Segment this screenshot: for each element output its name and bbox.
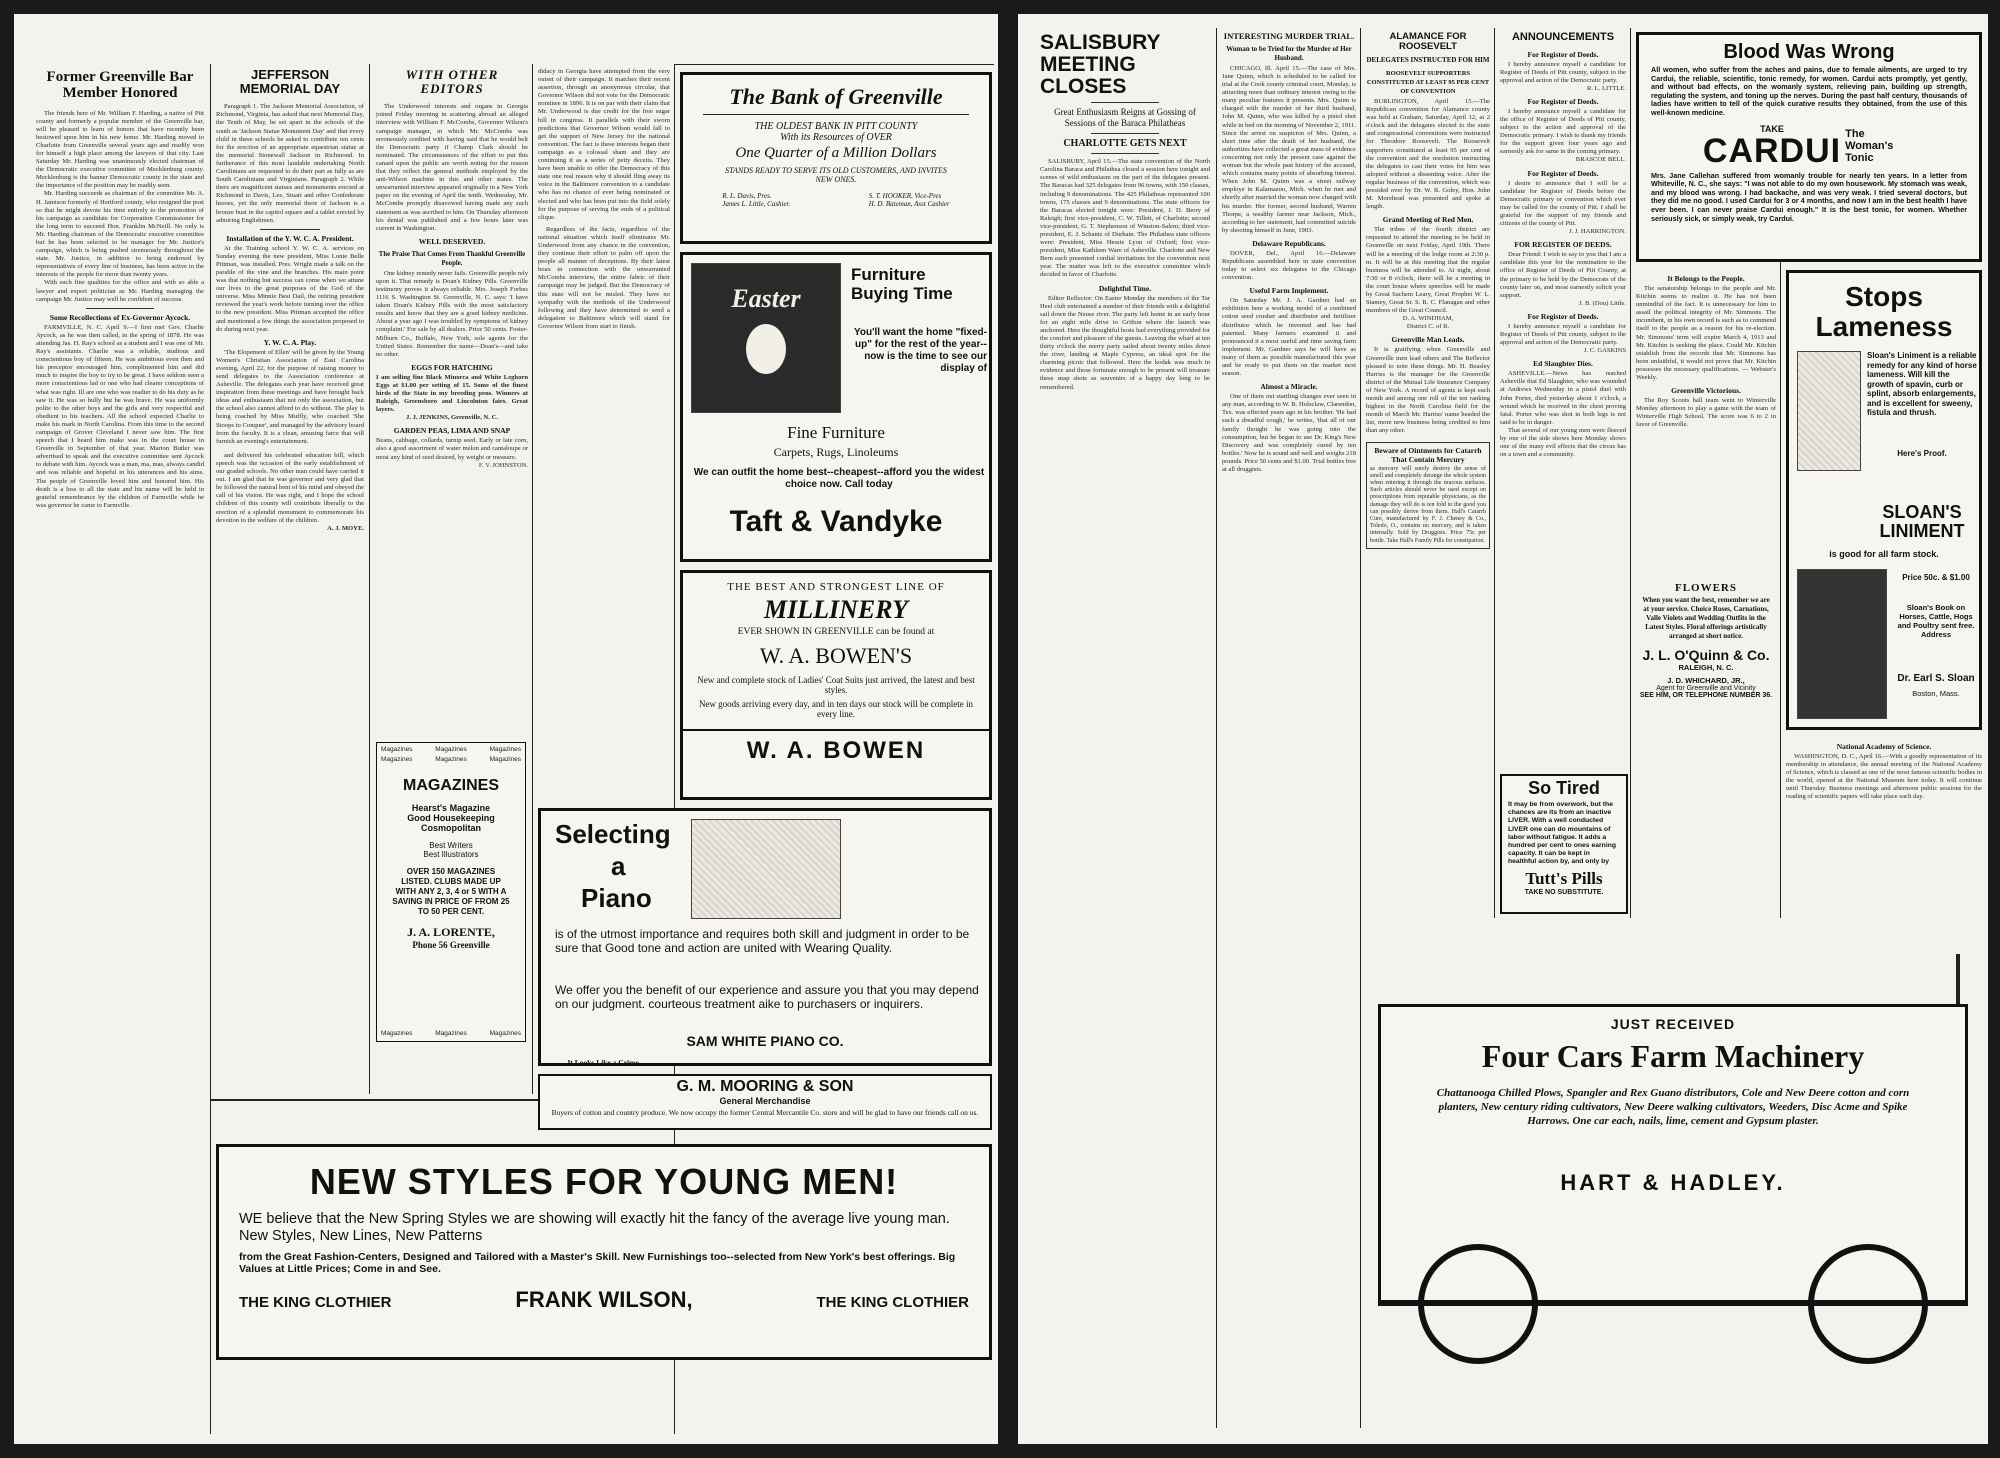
signature: R. L. LITTLE. <box>1586 84 1626 92</box>
deck: ROOSEVELT SUPPORTERS CONSTITUTED AT LEAST 95 PER CENT OF CONVENTION <box>1366 69 1490 95</box>
announcement-body: I hereby announce myself a candidate for the office of Register of Deeds of Pitt county, subject to the action and approval of the Democratic primary. I wish to thank my friends for the support given four years ago and earnestly ask for same in the coming primary. <box>1500 107 1626 156</box>
sloan-body: Sloan's Liniment is a reliable remedy for any kind of horse lameness. Will kill the growth of spavin, curb or splint, absorb enlargements, and is excellent for sweeny, fistula and thrush. <box>1867 351 1977 417</box>
mooring-body: Buyers of cotton and country produce. We now occupy the former Central Mercantile Co. store and will be glad to have our friends call on us. <box>551 1108 979 1117</box>
magazines-word: Magazines <box>435 746 467 753</box>
article-body: BURLINGTON, April 15.—The Republican convention for Alamance county was held at Graham, Saturday, April 12, at 2 o'clock and the delegates elected to the state and congressional conventions were instructed for Theodore Roosevelt. The Roosevelt supporters constituted at least 95 per cent of the convention and the resolution instructing the delegates to cast their votes for him was adopted without a dissenting voice. After the regular business of the convention, which was presided over by Dr. W. R. Goley, Hon. John M. Morehead was presented and spoke at length. <box>1366 97 1490 211</box>
rabbit-icon <box>746 324 786 374</box>
article-body: Editor Reflector: On Easter Monday the members of the Tar Heel club entertained a number of their friends with a delightful sail down the Neuse river. The party left home in an early hour for an eight mile drive to Grifton where the launch was anchored. Here the thoughtful hosts had everything provided for the comfort and pleasure of the guests. Leaving the wharf at ten thirty o'clock the merry party sailed about twenty miles down the river, landing at Maple Cypress, an ideal spot for the charming picnic that followed. Here the kodak was much in evidence and those fortunate enough to be present will treasure these snap shots as souvenirs of a happy day long to be remembered. <box>1040 294 1210 391</box>
magazines-word: Magazines <box>435 1030 467 1037</box>
sloan-stops: Stops <box>1845 281 1923 312</box>
signature: F. V. JOHNSTON. <box>478 461 528 469</box>
millinery-shop: W. A. BOWEN'S <box>759 643 913 668</box>
wagon-axle <box>1378 1300 1968 1306</box>
ad-flowers <box>1636 582 1776 772</box>
sloan-name: SLOAN'S LINIMENT <box>1879 502 1965 541</box>
deck: Great Enthusiasm Reigns at Gossing of Sessions of the Baraca Philatheas <box>1054 107 1196 129</box>
ad-king-clothier <box>216 1144 992 1360</box>
separator <box>260 229 319 230</box>
sloan-proof: Here's Proof. <box>1897 449 1947 458</box>
tutts-name: Tutt's Pills <box>1525 868 1603 888</box>
sloan-city: Boston, Mass. <box>1912 689 1960 698</box>
blood-headline: Blood Was Wrong <box>1723 41 1895 63</box>
signature: J. J. HARRINGTON. <box>1569 228 1626 236</box>
ad-tutts-pills <box>1500 774 1628 914</box>
magazines-line: Good Housekeeping <box>407 813 495 823</box>
article-body: Paragraph 1. The Jackson Memorial Association, of Richmond, Virginia, has asked that next Memorial Day, the Tenth of May, be set apart in the schools of the south as 'Jackson Statue Monument Day' and that every child in these schools be asked to contribute ten cents for the erection of an appropriate equestrian statue at the memorial Stonewall Jackson in Richmond. In furtherance of this most laudable undertaking North Carolinians are requested to do their part as fully as are South Carolinians and Virginians. Paragraph 2. While there are magnificent statues and monuments erected at Richmond to Davis, Lee, Stuart and other Confederate heroes, yet the only memorial there of Jackson is a bronze bust in the capitol square and a tablet erected by admiring Englishmen. <box>216 103 364 224</box>
subhead-miracle: Almost a Miracle. <box>1260 382 1318 392</box>
magazines-word: Magazines <box>489 746 521 753</box>
subhead-eggs: EGGS FOR HATCHING <box>411 362 493 372</box>
magazines-dealer: J. A. LORENTE, <box>407 925 495 939</box>
subhead-crime: It Looks Like a Crime. <box>567 1058 641 1067</box>
article-body: One of them out startling changes ever seen in any man, according to W. B. Holsclaw, Clarendon, Tex. was effected years ago in his brother. 'He had such a dreadful cough,' he writes, 'that all of our family thought he was going into the consumption, but he began to use Dr. King's New Discovery and was completely cured by ten bottles.' Now he is sound and well and weighs 218 pounds. Price 50 cents and $1.00. Trial bottles free at all druggists. <box>1222 393 1356 474</box>
millinery-title: MILLINERY <box>764 595 908 624</box>
subhead-announcement: For Register of Deeds. <box>1527 168 1599 178</box>
subhead-slaughter: Ed Slaughter Dies. <box>1533 359 1593 369</box>
article-body: DOVER, Del., April 16.—Delaware Republicans assembled here in state convention today to select six delegates to the Chicago convention. <box>1222 249 1356 282</box>
article-body: I am selling fine Black Minorca and White Leghorn Eggs at $1.00 per setting of 15. Some of the finest birds of the State in my breeding pens. Winners at Raleigh, Greensboro and Lincolnton fairs. Great layers. <box>376 373 528 414</box>
deck: Woman to be Tried for the Murder of Her Husband. <box>1226 44 1352 62</box>
farm-title: Four Cars Farm Machinery <box>1481 1038 1865 1074</box>
headline-former-bar-member: Former Greenville Bar Member Honored <box>46 69 194 101</box>
headline-meeting: MEETING <box>1040 53 1136 77</box>
bank-offer: STANDS READY TO SERVE ITS OLD CUSTOMERS, AND INVITES NEW ONES. <box>725 166 947 185</box>
signature: District C. of R. <box>1406 323 1450 331</box>
bank-name: The Bank of Greenville <box>729 84 943 109</box>
bank-officer: H. D. Bateman, Asst Cashier <box>868 200 950 209</box>
clothier-headline: NEW STYLES FOR YOUNG MEN! <box>309 1161 899 1202</box>
deck: CHARLOTTE GETS NEXT <box>1063 138 1187 150</box>
mooring-title: G. M. MOORING & SON <box>676 1078 854 1095</box>
magazines-word: Magazines <box>489 756 521 763</box>
ad-millinery-bowen <box>680 570 992 800</box>
announcement-body: I hereby announce myself a candidate for Register of Deeds of Pitt county, subject to the approval and action of the Democratic party. <box>1500 322 1626 347</box>
headline-jefferson-memorial: JEFFERSON MEMORIAL DAY <box>239 67 341 96</box>
horse-head-illustration <box>1797 569 1887 719</box>
separator <box>1091 102 1159 103</box>
blood-body: All women, who suffer from the aches and pains, due to female ailments, are urged to try Cardui, the reliable, scientific, tonic remedy, for women. Cardui acts promptly, yet gently, and without bad effects, on the womanly system, relieving pain, building up strength, regulating the system, and toning up the nerves. During the past half century, thousands of ladies have written to tell of the quick curative results they obtained, from the use of this well-known medicine. <box>1651 65 1967 117</box>
subhead-red-men: Grand Meeting of Red Men. <box>1382 215 1474 225</box>
tutts-sub: TAKE NO SUBSTITUTE. <box>1524 888 1604 896</box>
magazines-border-bottom <box>381 1029 521 1039</box>
article-jefferson-memorial <box>216 64 364 1094</box>
piano-illustration <box>691 819 841 919</box>
signature: J. B. (Dou) Little. <box>1579 299 1626 307</box>
separator <box>1091 153 1159 154</box>
millinery-line: New and complete stock of Ladies' Coat Suits just arrived, the latest and best styles. <box>697 675 975 695</box>
signature: BRASCOE BELL. <box>1575 156 1626 164</box>
magazines-title: MAGAZINES <box>403 777 499 794</box>
piano-title: Selecting <box>555 819 671 849</box>
article-body: 'The Elopement of Ellen' will be given by the Young Women's Christian Association of East Carolina evening, April 22, for the purpose of raising money to send delegates to the Association conference at Asheville. The delegates each year have received great inspiration from these meetings and have brought back ideas and enthusiasm that not only the association, but the school also cannot afford to do without. The play is being coached by Miss Muffly, who coached 'She Stoops to Conquer', and managed by the advisory board from the faculty. It is a clean, amusing farce that will furnish an evening's entertainment. <box>216 348 364 445</box>
article-salisbury <box>1040 28 1210 1428</box>
magazines-line: Cosmopolitan <box>421 823 481 833</box>
ad-piano <box>538 808 992 1066</box>
ad-taft-vandyke <box>680 252 992 562</box>
subhead-catarrh: Beware of Ointments for Catarrh That Contain Mercury <box>1374 445 1482 464</box>
article-body: The Roy Scouts ball team went to Winterville Monday afternoon to play a game with the team of Winterville High School. The score was 6 to 2 in favor of Greenville. <box>1636 397 1776 429</box>
bank-officer: James L. Little, Cashier. <box>722 200 791 209</box>
deck: DELEGATES INSTRUCTED FOR HIM <box>1366 55 1490 64</box>
article-para: With such fine qualities for the office and with so able a lawyer and expert politician as Mr. Harding managing the campaign Mr. Justice may well be confident of success. <box>36 279 204 303</box>
bank-tagline: THE OLDEST BANK IN PITT COUNTY <box>754 121 918 133</box>
farm-just: JUST RECEIVED <box>1610 1016 1736 1032</box>
subhead-ywca-play: Y. W. C. A. Play. <box>263 337 317 347</box>
article-body: WASHINGTON, D. C., April 16.—With a goodly representation of its membership in attendance, the annual meeting of the National Academy of Science, which is classed as one of the most famous scientific bodies in the world, opened at the National Museum here today. It will continue until Thursday. Business meetings and afternoon public sessions for the reading of scientific papers will take place each day. <box>1786 753 1982 801</box>
ad-sloans-liniment <box>1786 270 1982 730</box>
easter-illustration <box>691 263 841 413</box>
magazines-line: Hearst's Magazine <box>411 803 491 813</box>
piano-title: a <box>611 851 626 881</box>
article-para: Mr. Harding succeeds as chairman of the committee Mr. A. H. Jamison formerly of Hertford county, who resigned the post so that he might devote his time entirely to the promotion of his campaign as candidate for Corporation Commissioner for the long term to succeed Hon. Franklin McNeill. No only is Mr. Harding chairman of the Democratic executive committee but he has been selected to be manager for Mr. Justice's campaign, which is being pushed strenuously throughout the state. Mr. Justice, in addition to being endorsed by representatives of every line of business, has been active in the interests of the people for more than twenty years. <box>36 190 204 279</box>
furniture-title: Furniture Buying Time <box>851 265 953 303</box>
piano-body: We offer you the benefit of our experience and assure you that you may depend on our judgment. courteous treatment aike to purchasers or inquirers. <box>555 983 979 1011</box>
magazines-word: Magazines <box>381 746 413 753</box>
magazines-line: Best Writers <box>429 841 473 850</box>
article-body: didacy in Georgia have attempted from the very outset of their campaign. It matches their recent assertion, through an anonymous circular, that Governor Wilson did not vote for the Democratic nominee in 1896. It is on par with their claim that Mr. Underwood is due credit for the free sugar bill in congress. It parallels with their sworn predictions that Governor Wilson would fall to get the support of New Jersey for the national convention. The fact is these interests began their campaign as a colossal sham and they are continuing it as a series of petty deceits. They have been unable to offer the Democracy of this state one real reason why it should fling away its voice in the Baltimore convention to a candidate who has no chance of ever being nominated or elected and who has been put into the field solely for the purpose of serving the ends of a political clique. <box>538 68 670 221</box>
sloan-price: Price 50c. & $1.00 <box>1902 573 1970 582</box>
article-body: CHICAGO, Ill. April 15.—The case of Mrs. Jane Quinn, which is scheduled to be called for trial at the Cook county criminal court, Monday, is attracting more than ordinary interest owing to the many peculiar features it presents. Mrs. Quinn is charged with the murder of her third husband, John M. Quinn, who was killed by a pistol shot while in bed on the morning of November 2, 1911. Since the arrest on suspicion of Mrs. Quinn, a short time after the death of her husband, the authorities have collected a great mass of evidence concerning not only the present case against the woman but the whole past history of the accused, which contains many points of absorbing interest. When John M. Quinn was a street railway employe in Kalamazoo, Mich. when he met and shortly after married the woman now charged with his murder. Her former, second husband, Warren Thorpe, a wealthy farmer near Jackson, Mich., according to her statement, had committed suicide by shooting himself in June, 1903. <box>1222 64 1356 234</box>
article-academy <box>1786 738 1982 914</box>
take-label: TAKE <box>1760 123 1784 134</box>
cardui-name: CARDUI <box>1702 131 1842 170</box>
furniture-line: Fine Furniture <box>787 423 885 442</box>
headline-closes: CLOSES <box>1040 75 1127 99</box>
florist-city: RALEIGH, N. C. <box>1678 663 1734 672</box>
millinery-line: THE BEST AND STRONGEST LINE OF <box>727 581 945 593</box>
article-body: At the Training school Y. W. C. A. services on Sunday evening the new president, Miss Lonie Belle Pittman, was installed. Pres. Wright made a talk on the parable of the vine and the branches. His main point was that nothing but success can come when we attune our lives to the great purposes of the God of the universe. Miss Minnie Best Dail, the retiring president reviewed the year's work before turning over the office to the new president. Miss Pittman accepted the office and mentioned a few things the association proposed to do during next year. <box>216 244 364 333</box>
magazines-word: Magazines <box>435 756 467 763</box>
subhead-well-deserved: WELL DESERVED. <box>418 236 486 246</box>
subhead-announcement: For Register of Deeds. <box>1527 96 1599 106</box>
subhead-announcement: For Register of Deeds. <box>1527 311 1599 321</box>
easter-lettering: Easter <box>731 284 801 313</box>
article-body: ASHEVILLE.—News has reached Asheville that Ed Slaughter, who was wounded at Andrews Wednesday in a pistol duel with John Porter, died yesterday about 1 o'clock, a wound which he received in the chest proving fatal. Porter who was shot in both legs is not said to be in danger. <box>1500 370 1626 426</box>
subhead-aycock: Some Recollections of Ex-Governor Aycock. <box>49 312 191 322</box>
tired-body: It may be from overwork, but the chances are its from an inactive LIVER. With a well conducted LIVER one can do mountains of labor without fatigue. It adds a hundred per cent to ones earning capacity. It can be kept in healthful action by, and only by <box>1508 801 1617 866</box>
subhead-delightful: Delightful Time. <box>1098 283 1152 293</box>
newspaper-page-right <box>1018 14 1988 1444</box>
horse-illustration <box>1797 351 1861 471</box>
subhead-academy: National Academy of Science. <box>1836 742 1932 751</box>
bank-amount: One Quarter of a Million Dollars <box>735 145 937 162</box>
separator <box>1091 133 1159 134</box>
florist-name: J. L. O'Quinn & Co. <box>1642 647 1770 663</box>
article-body: The senatorship belongs to the people and Mr. Kitchin seems to realize it. He has not been unmindful of the fact. It is unnecessary for him to assail the political integrity of Mr. Simmons. The incumbent, in his own record is such as to commend itself to the people as a reason for his re-election. Mr. Simmons' term will expire March 4, 1913 and Mr. Kitchin is seeking the place. Could Mr. Kitchin establish from the records that Mr. Simmons has been unfaithful, it would not prove that Mr. Kitchin possesses the necessary qualifications. — Webster's Weekly. <box>1636 285 1776 382</box>
article-body: as mercury will surely destroy the sense of smell and completely derange the whole system when entering it through the mucous surfaces. Such articles should never be used except on prescriptions from reputable physicians, as the damage they will do is ten fold to the good you can possibly derive from them. Hall's Catarrh Cure, manufactured by F. J. Cheney & Co., Toledo, O., contains no mercury, and is taken internally. Sold by Druggists. Price 75c per bottle. Take Hall's Family Pills for constipation. <box>1370 465 1486 544</box>
article-former-bar-member <box>36 64 204 1439</box>
article-aycock-body: FARMVILLE, N. C. April 9.—I first met Gov. Charlie Aycock, as he was then called, in the spring of 1878. He was attending Jas. H. Ray's school as a student and I was one of Mr. Ray's assistants. Charlie was a reliable, studious and conscientious boy of fifteen. He was ambitious even then and his preceptor encouraged him, complimented him and did much to inspire the boy to try to be great. I have seldom seen a more conscientious lad or one who had clearer conceptions of what was right. Ill are one who was readier to do his duty as he saw it. He was so bully but he was brave. He was uniformly polite to the other boys and the girls and very respectful and obedient to his teachers. All the school expected Charlie to make his mark in North Carolina. From this time to the second campaign of Grover Cleveland I never saw him. The first speech that I heard him make was in the court house in Greenville in September of that year. Marion Butler was advertised to speak and the executive committee sent Aycock to debate with him. Aycock was a man, ma, mas, always candid and was reliable and hopeful in his utterances and his aims. The people of Greenville loved him and honored him. His death is a loss to all the state and his name will be held in grateful remembrance by the children of Farmville while he was governor he came to Farmville. <box>36 323 204 509</box>
furniture-firm: Taft & Vandyke <box>729 505 943 538</box>
signature: A. J. MOYE. <box>327 524 364 532</box>
millinery-firm: W. A. BOWEN <box>683 729 989 765</box>
flowers-body: When you want the best, remember we are at your service. Choice Roses, Carnations, Valle Violets and Wedding Outfits in the Latest Styles. Floral offerings artistically arranged at short notice. <box>1642 596 1770 640</box>
ad-mooring <box>538 1074 992 1130</box>
article-body: The Underwood interests and organs in Georgia joined Friday morning in scattering abroad an alleged interview with William F. McCombs, Governor Wilson's campaign manager, in which Mr. McCombs was erroneously credited with having said that he would belt the Democratic party if Champ Clark should be nominated. The circumstances of the effort to put this canard upon the public are worth noting for the reason that they reflect the general methods employed by the anti-Wilson machine in this and other states. The unwarranted interview appeared originally in a New York paper on the evening of April the tenth. Wednesday, Mr. McCombs promptly disavowed having made any such statement as was ascribed to him. On Thursday afternoon his denial was published and a few hours later was current in Washington. <box>376 103 528 232</box>
clothier-name: THE KING CLOTHIER <box>239 1294 392 1311</box>
subhead-farm-implement: Useful Farm Implement. <box>1249 286 1329 296</box>
furniture-line: Carpets, Rugs, Linoleums <box>773 445 899 459</box>
cardui-body: Mrs. Jane Callehan suffered from womanly trouble for nearly ten years. In a letter from Whiteville, N. C., she says: "I was not able to do my own housework. My stomach was weak, and my blood was wrong. I had backache, and was very weak. I tried several doctors, but they did me no good. I used Cardui for 3 or 4 months, and now I am in the best health I have ever been. I can never praise Cardui enough." It is the best tonic, for women. Whether seriously sick, or simply weak, try Cardui. <box>1651 170 1967 223</box>
headline-other-editors: WITH OTHER EDITORS <box>405 67 499 96</box>
florist-agent: SEE HIM, OR TELEPHONE NUMBER 36. <box>1639 692 1773 699</box>
cardui-tonic: The Woman's Tonic <box>1845 127 1894 164</box>
magazines-word: Magazines <box>381 1030 413 1037</box>
magazines-offer: OVER 150 MAGAZINES LISTED. CLUBS MADE UP WITH ANY 2, 3, 4 or 5 WITH A SAVING IN PRICE OF FROM 25 TO 50 PER CENT. <box>392 867 510 916</box>
signature: J. C. GASKINS <box>1583 347 1626 355</box>
magazines-phone: Phone 56 Greenville <box>412 940 490 950</box>
newspaper-page-left <box>14 14 998 1444</box>
subhead-ywca: Installation of the Y. W. C. A. President. <box>226 233 354 243</box>
sloan-book: Sloan's Book on Horses, Cattle, Hogs and Poultry sent free. Address <box>1897 603 1975 639</box>
headline-announcements: ANNOUNCEMENTS <box>1511 31 1615 43</box>
florist-agent: J. D. WHICHARD, JR., <box>1667 676 1745 685</box>
tired-headline: So Tired <box>1528 778 1600 798</box>
clothier-name: THE KING CLOTHIER <box>816 1294 969 1311</box>
bank-officer: R. L. Davis, Pres. <box>722 192 772 201</box>
millinery-line: EVER SHOWN IN GREENVILLE can be found at <box>737 627 935 637</box>
flowers-headline: FLOWERS <box>1674 582 1737 594</box>
article-body: It is gratifying when Greenville and Greenville men lead others and The Reflector pleased to note these things. Mr. H. Beasley Harriss is the manager for the Greenville district of the Mutual Life Insurance Company of New York. A record of agents is kept each month and among one roll of the ten ranking highest in the North Carolina field for the month of March Mr. Harriss' name headed the list, more new business being credited to him than any other. <box>1366 346 1490 435</box>
sloan-lameness: Lameness <box>1815 311 1953 342</box>
ad-farm-machinery <box>1368 954 1980 1394</box>
ad-magazines <box>376 742 526 1042</box>
clothier-line: from the Great Fashion-Centers, Designed and Tailored with a Master's Skill. New Furnishings too--selected from New York's best offerings. Big Values at Little Prices; Come in and See. <box>239 1251 956 1275</box>
clothier-owner: FRANK WILSON, <box>515 1287 693 1312</box>
article-body: and delivered his celebrated education bill, which speech was the occasion of the early establishment of our graded schools. No other man could have carried it out. I am glad that he was governor and very glad that he followed the natural bent of his mind and obeyed the call of his vision. He was right, and I hope the school children of this county will contribute liberally to the erection of a splendid monument to commemorate his devotion to the welfare of the children. <box>216 451 364 524</box>
article-body: Regardless of the facts, regardless of the national situation which itself eliminates Mr. Underwood from any chance in the convention, they continue their effort to palm off upon the people all manner of deceptions. By their latest hoax in connection with the unwarranted McCombs interview, the entire fabric of their campaign may be judged. But the Democracy of this state will not be misled. They have no sympathy with the methods of the Underwood following and they have determined to send a delegation to Baltimore which will stand for Governor Wilson from start to finish. <box>538 225 670 330</box>
ad-bank-of-greenville <box>680 72 992 244</box>
article-body: SALISBURY, April 15.—The state convention of the North Carolina Baraca and Philathea closed a session here tonight and scenes of wild enthusiasm on the part of the delegates present. The Baracas had 325 delegates from 96 towns, with 150 classes, including 9 denominations. The 425 Philatheas represented 100 towns, 175 classes and 9 denominations. The state officers for the Baracas elected tonight were: President, J. D. Berry of Raleigh; first vice-president, C. W. Tillett, of Charlotte; second vice-president, G. T. Stephenson of Winston-Salem; third vice-president, E. J. Schantz of Durham. The Philathea state officers were: President, Miss Hessie Lyon of Oxford; first vice-president, Miss Kathleen Ware of Asheville. Charlotte and New Bern each presented cordial invitations for the convention next year. The matter was left to the executive committee which decided in favor of Charlotte. <box>1040 158 1210 279</box>
magazines-word: Magazines <box>489 1030 521 1037</box>
headline-murder-trial: INTERESTING MURDER TRIAL. <box>1223 31 1355 41</box>
announcement-body: Dear Friend: I wish to say to you that I am a candidate this year for the nomination to the office of Register of Deeds of Pitt County, at the primary to be held by the Democrats of the county later on, and most earnestly solicit your support. <box>1500 251 1626 299</box>
separator <box>86 308 153 309</box>
subhead-victory: Greenville Victorious. <box>1671 386 1741 396</box>
article-alamance <box>1366 28 1490 918</box>
furniture-line: We can outfit the home best--cheapest--afford you the widest choice now. Call today <box>693 467 985 490</box>
mooring-sub: General Merchandise <box>719 1096 811 1106</box>
furniture-body: You'll want the home "fixed-up" for the rest of the year--now is the time to see our display of <box>853 327 987 374</box>
headline-alamance: ALAMANCE FOR ROOSEVELT <box>1389 31 1467 52</box>
article-body: On Saturday Mr. J. A. Gardner had an exhibition here a working model of a combined cotton seed crusher and distributor and fertilizer distributor which he invented and has had patented. Many farmers examined it and pronounced it a most useful and time saving farm implement. Mr. Gardner says he will have as many of them as possible manufactured this year and be ready to put them on the market next season. <box>1222 297 1356 378</box>
subhead-garden-peas: GARDEN PEAS, LIMA AND SNAP <box>393 426 511 436</box>
florist-agent: Agent for Greenville and Vicinity <box>1656 685 1756 692</box>
piano-firm: SAM WHITE PIANO CO. <box>686 1033 844 1049</box>
magazines-border-top <box>381 745 521 765</box>
bank-resources: With its Resources of OVER <box>780 132 892 144</box>
subhead-announcement: For Register of Deeds. <box>1527 49 1599 59</box>
magazines-line: Best Illustrators <box>423 850 479 859</box>
magazines-word: Magazines <box>381 756 413 763</box>
farm-body: Chattanooga Chilled Plows, Spangler and Rex Guano distributors, Cole and New Deere cotton and corn planters, New century riding cultivators, New Deere walking cultivators, Weeders, Disc Acme and Spike Harrows. One car each, nails, lime, cement and Gypsum plaster. <box>1436 1087 1910 1127</box>
signature: J. J. JENKINS, Greenville, N. C. <box>405 414 498 422</box>
bank-officer: S. T. HOOKER, Vice-Pres <box>868 192 942 201</box>
signature: D. A. WINDHAM, <box>1402 315 1454 323</box>
article-body: One kidney remedy never fails. Greenville people rely upon it. That remedy is Doan's Kidney Pills. Greenville testimony proves it always reliable. Mrs. Joseph Forbes 1116 S. Washington St. Greenville, N. C. says: 'I have taken Doan's Kidney Pills with the most satisfactory results and know that they are a good kidney medicine. About a year ago I was troubled by symptoms of kidney complaint.' For sale by all dealers. Price 50 cents. Foster-Milburn Co., Buffalo, New York, sole agents for the United States. Remember the name—Doan's—and take no other. <box>376 269 528 358</box>
headline-salisbury: SALISBURY <box>1040 31 1161 54</box>
subhead-praise: The Praise That Comes From Thankful Greenville People. <box>378 250 526 267</box>
piano-body: is of the utmost importance and requires both skill and judgment in order to be sure that Good tone and action are united with Wearing Quality. <box>555 927 970 955</box>
subhead-announcement: FOR REGISTER OF DEEDS. <box>1514 240 1612 250</box>
millinery-line: New goods arriving every day, and in ten days our stock will be complete in every line. <box>698 699 974 719</box>
sloan-doctor: Dr. Earl S. Sloan <box>1897 673 1975 684</box>
article-body: The tribes of the fourth district are requested to attend the meeting to be held in Greenville on next Friday, April 19th. There will be a meeting of the lodge room at 2:30 p. m. It will be at this meeting that the regular business will be attended to. At night, about 7:30 or 8 o'clock, there will be a meeting in the court house where speeches will be made by Great Sachem Leary, Great Prophet W. L. Stamey, Great Sr. S. R. C. Flanagan and other members of the Great Council. <box>1366 226 1490 315</box>
piano-title: Piano <box>581 883 652 913</box>
article-body: Beans, cabbage, collards, turnip seed. Early or late corn, also a good assortment of water melon and cantaloupe or most any kind of seed desired, by weight or measure. <box>376 437 528 461</box>
article-body: That several of our young men were fleeced by one of the side shows here Monday shows one of the many evil effects that the circus has on a town and a community. <box>1500 426 1626 459</box>
ad-cardui <box>1636 32 1982 262</box>
subhead-greenville-man: Greenville Man Leads. <box>1391 335 1465 345</box>
announcement-body: I hereby announce myself a candidate for Register of Deeds of Pitt county, subject to the approval and action of the Democratic party. <box>1500 60 1626 84</box>
farm-firm: HART & HADLEY. <box>1560 1170 1786 1195</box>
sloan-sub: is good for all farm stock. <box>1829 549 1939 559</box>
article-lead: The friends here of Mr. William F. Harding, a native of Pitt county and formerly a popular member of the Greenville bar, will be pleased to learn of honors that have recently been bestowed upon him in his new home. Mr. Harding moved to Charlotte from Greenville several years ago and readily won for himself a high place among the lawyers of that city. Last Saturday Mr. Harding was unanimously elected chairman of the Democratic executive committee of Mecklenburg county. Mecklenburg is the banner Democratic county in the state and the importance of the position may be readily seen. <box>36 109 204 190</box>
announcement-body: I desire to announce that I will be a candidate for Register of Deeds before the Democratic primary or convention which ever may be called for the county of Pitt. I shall be grateful for the support of my friends and citizens of the county of Pitt. <box>1500 179 1626 228</box>
subhead-delaware: Delaware Republicans. <box>1252 238 1326 248</box>
article-murder-trial <box>1222 28 1356 1428</box>
clothier-line: WE believe that the New Spring Styles we are showing will exactly hit the fancy of the average live young man. New Styles, New Lines, New Patterns <box>239 1211 950 1244</box>
subhead-people: It Belongs to the People. <box>1667 274 1745 283</box>
